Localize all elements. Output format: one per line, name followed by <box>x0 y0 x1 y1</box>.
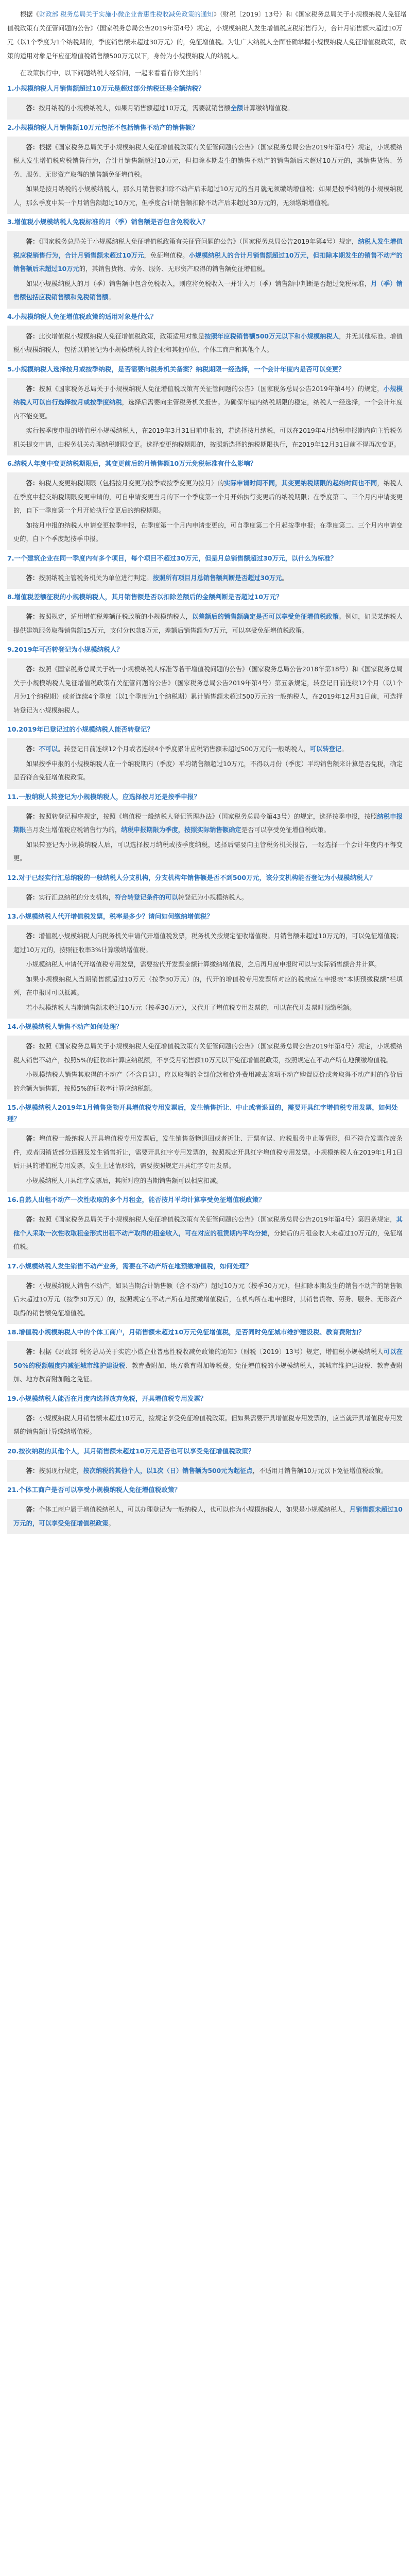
highlight-text: 小规模纳税人可以自行选择按月或按季度纳税 <box>13 385 403 406</box>
question-heading: 18.增值税小规模纳税人中的个体工商户，月销售额未超过10万元免征增值税，是否同时免征城市维护建设税、教育费附加？ <box>7 1328 365 1336</box>
question-heading: 21.个体工商户是否可以享受小规模纳税人免征增值税政策？ <box>7 1486 181 1494</box>
qa-item <box>7 216 409 309</box>
intro-paragraph-2: 在政策执行中，以下问题纳税人经常问，一起来看看有你关注的！ <box>20 69 205 77</box>
answer-paragraph <box>13 1345 403 1386</box>
question-heading: 12.对于已经实行汇总纳税的一般纳税人分支机构，分支机构年销售额是否不到500万元，该分支机构能否登记为小规模纳税人？ <box>7 873 376 882</box>
qa-item <box>7 1021 409 1099</box>
qa-item <box>7 83 409 120</box>
answer-box <box>7 567 409 589</box>
answer-text: 。 <box>282 574 288 582</box>
answer-box <box>7 97 409 120</box>
answer-text: 如果小规模纳税人当期销售额超过10万元（按季30万元）的，代开的增值税专用发票所对应的税款应在申报表“本期预缴税额”栏填列，在申报时可以抵减。 <box>13 975 403 996</box>
answer-text: 按月纳税的小规模纳税人，如果月销售额超过10万元，需要就销售额 <box>39 105 231 112</box>
highlight-text: 纳税申报期限为季度，按照实际销售额确定 <box>121 826 241 834</box>
highlight-text: 全额 <box>230 105 244 112</box>
qa-item <box>7 311 409 361</box>
qa-item <box>7 872 409 909</box>
qa-item <box>7 1261 409 1325</box>
question-heading: 11.一般纳税人转登记为小规模纳税人，应选择按月还是按季申报？ <box>7 792 200 801</box>
answer-text: 。 <box>341 745 348 753</box>
qa-item <box>7 911 409 1019</box>
answer-box <box>7 738 409 789</box>
answer-text: 小规模纳税人销售其取得的不动产（不含自建），应以取得的全部价款和价外费用减去该项不动产购置原价或者取得不动产时的作价后的余额为销售额，按照5%的征收率计算应纳税额。 <box>13 1071 403 1092</box>
answer-text: 按照转登记程序规定，按照《增值税一般纳税人登记管理办法》（国家税务总局令第43号）的规定，选择按季申报，按照 <box>39 812 377 820</box>
question-heading: 3.增值税小规模纳税人免税标准的月（季）销售额是否包含免税收入？ <box>7 218 209 226</box>
answer-text: 按照《国家税务总局关于小规模纳税人免征增值税政策有关征管问题的公告》（国家税务总局公告2019年第4号）规定，小规模纳税人销售不动产，按照5%的征收率计算应纳税额，不享受月销售额10万元以下免征增值税政策，按照规定在不动产所在地预缴增值税。 <box>13 1043 403 1064</box>
answer-paragraph <box>13 610 403 637</box>
answer-text: 小规模纳税人月销售额未超过10万元，按规定享受免征增值税政策。但如果需要开具增值税专用发票的，应当就开具增值税专用发票的销售额计算缴纳增值税。 <box>13 1414 403 1435</box>
question-heading: 19.小规模纳税人能否在月度内选择放弃免税，开具增值税专用发票？ <box>7 1394 207 1402</box>
highlight-text: 月销售额未超过10万元的，可以享受免征增值税政策 <box>13 1506 403 1527</box>
answer-paragraph <box>13 277 403 304</box>
answer-text: 。 <box>108 294 115 301</box>
highlight-text: 可以在50%的税额幅度内减征城市维护建设税 <box>13 1348 403 1369</box>
answer-text: 小规模纳税人开具红字发票后，其所对应的当期销售额可以相应扣减。 <box>26 1177 222 1184</box>
intro-post: 》（财税〔2019〕13号）和《国家税务总局关于小规模纳税人免征增值税政策有关征管问题的公告》（国家税务总局公告2019年第4号）规定，小规模纳税人发生增值税应税销售行为，合计月销售额未超过10万元（以1个季度为1个纳税期的，季度销售额未超过30万元）的，免征增值税。为让广大纳税人全面准确掌握小规模纳税人免征增值税政策，政策的适用对象是年应征增值税销售额500万元以下，身份为小规模纳税人的纳税人。 <box>7 10 407 60</box>
answer-paragraph <box>13 810 403 837</box>
answer-text: 小规模纳税人销售不动产，如果当期合计销售额（含不动产）超过10万元（按季30万元），但扣除本期发生的销售不动产的销售额后未超过10万元（按季30万元）的，按照规定在不动产所在地预缴增值税后，在机构所在地申报时，其销售货物、劳务、服务、无形资产取得的销售额免征增值税。 <box>13 1282 403 1317</box>
answer-paragraph <box>13 1279 403 1320</box>
qa-item <box>7 644 409 721</box>
answer-paragraph <box>13 519 403 546</box>
question-heading: 13.小规模纳税人代开增值税发票，税率是多少？请问如何缴纳增值税？ <box>7 912 214 920</box>
question-heading: 6.纳税人年度中变更纳税期限后，其变更前后的月销售额10万元免税标准有什么影响？ <box>7 460 257 467</box>
answer-label: 答： <box>26 613 39 620</box>
answer-text: 如果按季申报的小规模纳税人在一个纳税期内（季度）平均销售额超过10万元，不得以月份（季度）平均销售额来计算是否免税，确定是否符合免征增值税政策。 <box>13 760 403 781</box>
answer-text: 。例如，如果某纳税人提供建筑服务取得销售额15万元，支付分包款8万元，差额后销售额为7万元，可以享受免征增值税政策。 <box>13 613 403 634</box>
answer-paragraph <box>13 424 403 451</box>
answer-text: ，免征增值税。 <box>144 251 189 259</box>
highlight-text: 符合转登记条件的可以 <box>114 893 178 901</box>
answer-text: 个体工商户属于增值税纳税人，可以办理登记为一般纳税人，也可以作为小规模纳税人，如果是小规模纳税人， <box>39 1506 350 1513</box>
answer-paragraph <box>13 1464 403 1478</box>
answer-box <box>7 925 409 1019</box>
answer-label: 答： <box>26 332 39 340</box>
answer-label: 答： <box>26 143 39 151</box>
answer-paragraph <box>13 1001 403 1015</box>
question-heading: 8.增值税差额征税的小规模纳税人，其月销售额是否以扣除差额后的金额判断是否超过10万元？ <box>7 593 283 601</box>
answer-label: 答： <box>26 1282 39 1290</box>
question-heading: 9.2019年可否转登记为小规模纳税人？ <box>7 646 123 653</box>
answer-paragraph <box>13 757 403 785</box>
answer-label: 答： <box>26 574 39 582</box>
answer-box <box>7 1341 409 1391</box>
answer-text: 小规模纳税人申请代开增值税专用发票，需要按代开发票金额计算缴纳增值税，之后再月度申报时可以与实际销售额合并计算。 <box>26 961 381 968</box>
answer-box <box>7 1209 409 1258</box>
highlight-text: 纳税申报期限 <box>13 812 403 834</box>
answer-paragraph <box>13 1412 403 1439</box>
answer-paragraph <box>13 330 403 357</box>
answer-label: 答： <box>26 933 39 940</box>
question-heading: 14.小规模纳税人销售不动产如何处理？ <box>7 1023 123 1030</box>
answer-text: 计算缴纳增值税。 <box>243 105 294 112</box>
highlight-text: 纳税人发生增值税应税销售行为，合计月销售额未超过10万元 <box>13 238 403 259</box>
answer-text: 纳税人变更纳税期限（包括按月变更为按季或按季变更为按月）的 <box>39 480 224 487</box>
answer-label: 答： <box>26 1043 39 1050</box>
qa-item <box>7 122 409 214</box>
answer-box <box>7 1036 409 1099</box>
answer-text: 如果是按月纳税的小规模纳税人，那么月销售额扣除不动产后未超过10万元的当月就无须缴纳增值税；如果是按季纳税的小规模纳税人，那么季度中某一个月销售额超过10万元，但季度合计销售额扣除不动产后未超过30万元的，无须缴纳增值税。 <box>13 185 403 207</box>
answer-box <box>7 806 409 870</box>
answer-text: 如按月申报的纳税人申请变更按季申报，在季度第一个月内申请变更的，可自季度第二个月起按季申报；在季度第二、三个月内申请变更的，自下个季度起按季申报。 <box>13 521 403 543</box>
answer-paragraph <box>13 663 403 717</box>
highlight-text: 其他个人采取一次性收取租金形式出租不动产取得的租金收入，可在对应的租赁期内平均分摊 <box>13 1216 403 1237</box>
answer-paragraph <box>13 101 403 115</box>
highlight-text: 月（季）销售额包括应税销售额和免税销售额 <box>13 280 403 301</box>
answer-box <box>7 231 409 309</box>
answer-text: 。转登记日前连续12个月或者连续4个季度累计应税销售额未超过500万元的一般纳税人， <box>58 745 310 753</box>
answer-text: 若小规模纳税人当期销售额未超过10万元（按季30万元），又代开了增值税专用发票的，可以在代开发票时预缴税额。 <box>26 1004 356 1011</box>
answer-text: 当月发生增值税应税销售行为的， <box>26 826 122 834</box>
qa-item <box>7 1393 409 1443</box>
question-heading: 1.小规模纳税人月销售额超过10万元是超过部分纳税还是全额纳税？ <box>7 84 205 92</box>
answer-text: 按照《国家税务总局关于小规模纳税人免征增值税政策有关征管问题的公告》（国家税务总局公告2019年第4号）的规定， <box>39 385 384 393</box>
answer-paragraph <box>13 891 403 905</box>
qa-item <box>7 724 409 789</box>
highlight-text: 不可以 <box>39 745 58 753</box>
answer-paragraph <box>13 1068 403 1095</box>
answer-text: 按照现行规定， <box>39 1467 83 1475</box>
answer-text: 、教育费附加、地方教育附加等税费。免征增值税的小规模纳税人，其城市维护建设税、教育费附加、地方教育附加随之免征。 <box>13 1362 403 1383</box>
qa-item <box>7 791 409 870</box>
answer-label: 答： <box>26 812 39 820</box>
answer-text: ，纳税人在季度中提交纳税期限变更申请的，可自申请变更当月的下一个季度第一个月开始执行变更后的纳税期限；在季度第二、三个月内申请变更的，自下一季度第一个月开始执行变更后的纳税期限。 <box>13 480 403 514</box>
answer-paragraph <box>13 1132 403 1173</box>
answer-paragraph <box>13 141 403 182</box>
answer-text: 增值税一般纳税人开具增值税专用发票后，发生销售货物退回或者折让、开票有误、应税服务中止等情形，但不符合发票作废条件，或者因销货部分退回及发生销售折让，需要开具红字专用发票的，按照规定开具红字增值税专用发票。小规模纳税人在2019年1月1日后开具的增值税专用发票，发生上述情形的，需要按照规定开具红字专用发票。 <box>13 1135 403 1170</box>
qa-list <box>7 83 409 1534</box>
qa-item <box>7 591 409 641</box>
answer-label: 答： <box>26 1414 39 1422</box>
answer-text: 根据《财政部 税务总局关于实施小微企业普惠性税收减免政策的通知》（财税〔2019〕13号）规定，增值税小规模纳税人 <box>39 1348 384 1355</box>
answer-box <box>7 887 409 909</box>
policy-link[interactable]: 财政部 税务总局关于实施小微企业普惠性税收减免政策的通知 <box>39 10 214 18</box>
answer-box <box>7 1499 409 1534</box>
answer-paragraph <box>13 1213 403 1254</box>
question-heading: 2.小规模纳税人月销售额10万元包括不包括销售不动产的销售额？ <box>7 123 199 131</box>
answer-paragraph <box>13 929 403 957</box>
qa-item <box>7 553 409 589</box>
answer-box <box>7 378 409 456</box>
answer-label: 答： <box>26 1135 39 1142</box>
answer-paragraph <box>13 742 403 756</box>
qa-item <box>7 1446 409 1482</box>
highlight-text: 小规模纳税人的合计月销售额超过10万元，但扣除本期发生的销售不动产的销售额后未超过10万元 <box>13 251 403 273</box>
answer-text: 增值税小规模纳税人向税务机关申请代开增值税发票，税务机关按规定征收增值税。月销售额未超过10万元的，可以免征增值税；超过10万元的，按照征收率3%计算缴纳增值税。 <box>13 933 403 954</box>
answer-paragraph <box>13 1174 403 1188</box>
question-heading: 5.小规模纳税人选择按月或按季纳税，是否需要向税务机关备案？纳税期限一经选择，一个会计年度内是否可以变更？ <box>7 365 345 373</box>
answer-text: 按照《国家税务总局关于统一小规模纳税人标准等若干增值税问题的公告》（国家税务总局公告2018年第18号）和《国家税务总局关于小规模纳税人免征增值税政策有关征管问题的公告》（国家税务总局公告2019年第4号）第五条规定，转登记日前连续12个月（以1个月为1个纳税期）或者连续4个季度（以1个季度为1个纳税期）累计销售额未超过500万元的一般纳税人，在2019年12月31日前，可选择转登记为小规模纳税人。 <box>13 666 403 714</box>
answer-label: 答： <box>26 1506 39 1513</box>
answer-paragraph <box>13 235 403 276</box>
answer-text: 按照规定，适用增值税差额征税政策的小规模纳税人， <box>39 613 192 620</box>
answer-paragraph <box>13 477 403 518</box>
answer-text: 的，其销售货物、劳务、服务、无形资产取得的销售额免征增值税。 <box>79 265 269 273</box>
answer-paragraph <box>13 1040 403 1067</box>
answer-box <box>7 137 409 214</box>
highlight-text: 按照所有项目月总销售额判断是否超过30万元 <box>152 574 282 582</box>
answer-box <box>7 472 409 550</box>
answer-text: 实行汇总纳税的分支机构， <box>39 893 115 901</box>
answer-paragraph <box>13 973 403 1000</box>
answer-text: 此次增值税小规模纳税人免征增值税政策，政策适用对象是 <box>39 332 205 340</box>
answer-text: 按照纳税主管税务机关为单位进行判定。 <box>39 574 153 582</box>
answer-text: 实行按季度申报的增值税小规模纳税人，在2019年3月31日前申报的，若选择按月纳税，可以在2019年4月纳税申报期内向主管税务机关提交申请，由税务机关办理纳税期限变更。选择变更纳税期限的，按照新选择的纳税期限执行，在2019年12月31日前不得再次变更。 <box>13 427 403 448</box>
answer-paragraph <box>13 571 403 585</box>
answer-text: 转登记为小规模纳税人。 <box>178 893 248 901</box>
answer-label: 答： <box>26 385 39 393</box>
answer-text: ，并无其他标准。增值税小规模纳税人，包括以前登记为小规模纳税人的企业和其他单位、个体工商户和其他个人。 <box>13 332 403 353</box>
answer-text: 《国家税务总局关于小规模纳税人免征增值税政策有关征管问题的公告》（国家税务总局公告2019年第4号）规定， <box>39 238 358 245</box>
highlight-text: 实际申请时间不同，其变更纳税期限的起始时间也不同 <box>223 480 377 487</box>
answer-label: 答： <box>26 238 39 245</box>
answer-text: 如果小规模纳税人的月（季）销售额中包含免税收入，则应将免税收入一并计入月（季）销售额中判断是否超过免税标准， <box>26 280 371 287</box>
answer-text: 如果转登记为小规模纳税人后，可以选择按月纳税或按季度纳税，选择后需要向主管税务机关报告，一经选择一个会计年度内不得变更。 <box>13 841 403 862</box>
answer-label: 答： <box>26 105 39 112</box>
answer-box <box>7 1275 409 1325</box>
question-heading: 10.2019年已登记过的小规模纳税人能否转登记？ <box>7 725 154 733</box>
answer-text: ，不适用月销售额10万元以下免征增值税政策。 <box>252 1467 388 1475</box>
qa-item <box>7 1102 409 1192</box>
highlight-text: 可以转登记 <box>309 745 342 753</box>
answer-box <box>7 1408 409 1443</box>
answer-label: 答： <box>26 480 39 487</box>
highlight-text: 按照年应税销售额500万元以下和小规模纳税人 <box>204 332 339 340</box>
answer-box <box>7 326 409 361</box>
qa-item <box>7 458 409 550</box>
question-heading: 16.自然人出租不动产一次性收取的多个月租金，能否按月平均计算享受免征增值税政策？ <box>7 1196 265 1204</box>
question-heading: 4.小规模纳税人免征增值税政策的适用对象是什么？ <box>7 312 157 320</box>
answer-label: 答： <box>26 666 39 673</box>
question-heading: 20.按次纳税的其他个人，其月销售额未超过10万元是否也可以享受免征增值税政策？ <box>7 1447 255 1455</box>
answer-text: 按照《国家税务总局关于小规模纳税人免征增值税政策有关征管问题的公告》（国家税务总局公告2019年第4号）第四条规定， <box>39 1216 396 1223</box>
question-heading: 17.小规模纳税人发生销售不动产业务，需要在不动产所在地预缴增值税，如何处理？ <box>7 1262 252 1270</box>
question-heading: 7.一个建筑企业在同一季度内有多个项目，每个项目不超过30万元，但是月总销售额超过30万元，以什么为标准？ <box>7 554 337 562</box>
answer-paragraph <box>13 958 403 972</box>
answer-text: 是否可以享受免征增值税政策。 <box>241 826 330 834</box>
question-heading: 15.小规模纳税人2019年1月销售货物开具增值税专用发票后，发生销售折让、中止或者退回的，需要开具红字增值税专用发票，如何处理？ <box>7 1104 398 1123</box>
highlight-text: 以差额后的销售额确定是否可以享受免征增值税政策 <box>192 613 339 620</box>
answer-label: 答： <box>26 893 39 901</box>
answer-paragraph <box>13 1503 403 1530</box>
intro-paragraph <box>7 7 409 63</box>
qa-item <box>7 1327 409 1391</box>
answer-label: 答： <box>26 1467 39 1475</box>
answer-label: 答： <box>26 745 39 753</box>
answer-label: 答： <box>26 1348 39 1355</box>
answer-label: 答： <box>26 1216 39 1223</box>
answer-box <box>7 1128 409 1192</box>
answer-box <box>7 606 409 641</box>
answer-box <box>7 658 409 721</box>
answer-box <box>7 1460 409 1482</box>
answer-text: ，选择后需要向主管税务机关报告。为确保年度内纳税期限的稳定，纳税人一经选择，一个会计年度内不能变更。 <box>13 399 403 420</box>
answer-paragraph <box>13 382 403 423</box>
answer-text: 。 <box>108 1519 115 1527</box>
answer-paragraph <box>13 838 403 866</box>
intro-pre: 根据《 <box>20 10 39 18</box>
answer-text: 根据《国家税务总局关于小规模纳税人免征增值税政策有关征管问题的公告》（国家税务总局公告2019年第4号）规定，小规模纳税人发生增值税应税销售行为，合计月销售额超过10万元，但扣除本期发生的销售不动产的销售额后未超过10万元的，其销售货物、劳务、服务、无形资产取得的销售额免征增值税。 <box>13 143 403 178</box>
qa-item <box>7 1194 409 1258</box>
answer-paragraph <box>13 182 403 210</box>
qa-item <box>7 1484 409 1534</box>
qa-item <box>7 364 409 456</box>
answer-text: ，分摊后的月租金收入未超过10万元的，免征增值税。 <box>13 1229 403 1250</box>
highlight-text: 按次纳税的其他个人，以1次（日）销售额为500元为起征点 <box>83 1467 253 1475</box>
